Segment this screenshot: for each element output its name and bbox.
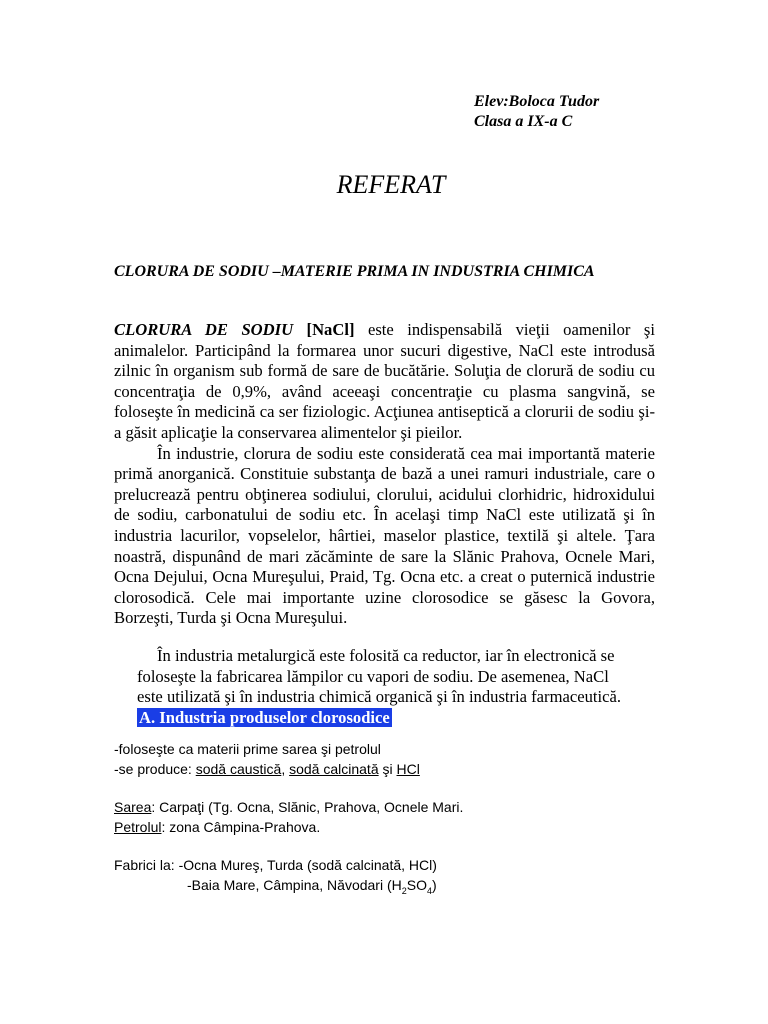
subscript-4: 4 bbox=[427, 885, 433, 896]
products-separator-1: , bbox=[281, 760, 290, 777]
salt-label: Sarea bbox=[114, 799, 152, 815]
metallurgy-line-2: foloseşte la fabricarea lămpilor cu vapori de sodiu. De asemenea, NaCl bbox=[137, 666, 609, 686]
student-name: Elev:Boloca Tudor bbox=[474, 93, 600, 110]
notes-block bbox=[114, 740, 674, 901]
salt-text: : Carpaţi (Tg. Ocna, Slănic, Prahova, Ocnele Mari. bbox=[151, 799, 464, 815]
products-prefix: -se produce: bbox=[114, 760, 196, 777]
body-text bbox=[114, 320, 655, 629]
products-separator-2: şi bbox=[378, 760, 397, 777]
notes-line-factories-1: Fabrici la: -Ocna Mureş, Turda (sodă calcinată, HCl) bbox=[114, 857, 437, 873]
notes-line-products bbox=[114, 760, 674, 780]
author-block bbox=[474, 92, 599, 132]
student-class: Clasa a IX-a C bbox=[474, 113, 573, 130]
metallurgy-line-3: este utilizată şi în industria chimică organică şi în industria farmaceutică. bbox=[137, 687, 621, 707]
notes-line-salt bbox=[114, 798, 674, 818]
intro-paragraph bbox=[114, 320, 655, 444]
intro-formula: [NaCl] bbox=[306, 320, 355, 339]
industry-paragraph: În industrie, clorura de sodiu este considerată cea mai importantă materie primă anorganică. Constituie substanţa de bază a unei ramuri industriale, care o prelucrează pentru obţinerea sodiului, clorului, acidului clorhidric, hidroxidului de sodiu, carbonatului de sodiu etc. În acelaşi timp NaCl este utilizată şi în industria lacurilor, vopselelor, hârtiei, maselor plastice, textilă şi altele. Ţara noastră, dispunând de mari zăcăminte de sare la Slănic Prahova, Ocnele Mari, Ocna Dejului, Ocna Mureşului, Praid, Tg. Ocna etc. a creat o puternică industrie clorosodică. Cele mai importante uzine clorosodice se găsesc la Govora, Borzeşti, Turda şi Ocna Mureşului. bbox=[114, 443, 655, 628]
product-soda-ash: sodă calcinată bbox=[289, 760, 379, 777]
product-hcl: HCl bbox=[396, 760, 420, 777]
notes-line-factories-2 bbox=[114, 876, 674, 901]
document-subtitle: CLORURA DE SODIU –MATERIE PRIMA IN INDUSTRIA CHIMICA bbox=[114, 263, 595, 280]
factories-prefix: -Baia Mare, Câmpina, Năvodari (H bbox=[187, 876, 402, 893]
petroleum-label: Petrolul bbox=[114, 818, 162, 835]
intro-term: CLORURA DE SODIU bbox=[114, 320, 294, 339]
factories-suffix: ) bbox=[432, 876, 437, 893]
metallurgy-line-1: În industria metalurgică este folosită ca reductor, iar în electronică se bbox=[157, 646, 615, 665]
subscript-2: 2 bbox=[401, 885, 407, 896]
petroleum-text: : zona Câmpina-Prahova. bbox=[161, 818, 321, 835]
notes-gap bbox=[114, 779, 674, 798]
intro-text: este indispensabilă vieţii oamenilor şi animalelor. Participând la formarea unor sucuri digestive, NaCl este introdusă zilnic în organism sub formă de sare de bucătărie. Soluţia de clorură de sodiu cu concentraţia de 0,9%, având aceeaşi concentraţie cu plasma sangvină, se foloseşte în medicină ca ser fiziologic. Acţiunea antiseptică a clorurii de sodiu şi-a găsit aplicaţie la conservarea alimentelor şi pieilor. bbox=[114, 320, 655, 442]
document-title: REFERAT bbox=[336, 170, 446, 199]
product-caustic-soda: sodă caustică bbox=[195, 760, 282, 777]
notes-line-raw-materials: -foloseşte ca materii prime sarea şi petrolul bbox=[114, 741, 381, 757]
notes-gap-2 bbox=[114, 837, 674, 856]
notes-line-petroleum bbox=[114, 818, 674, 838]
factories-so: SO bbox=[406, 876, 427, 893]
section-heading-selected[interactable]: A. Industria produselor clorosodice bbox=[139, 707, 390, 727]
metallurgy-paragraph bbox=[137, 646, 662, 728]
